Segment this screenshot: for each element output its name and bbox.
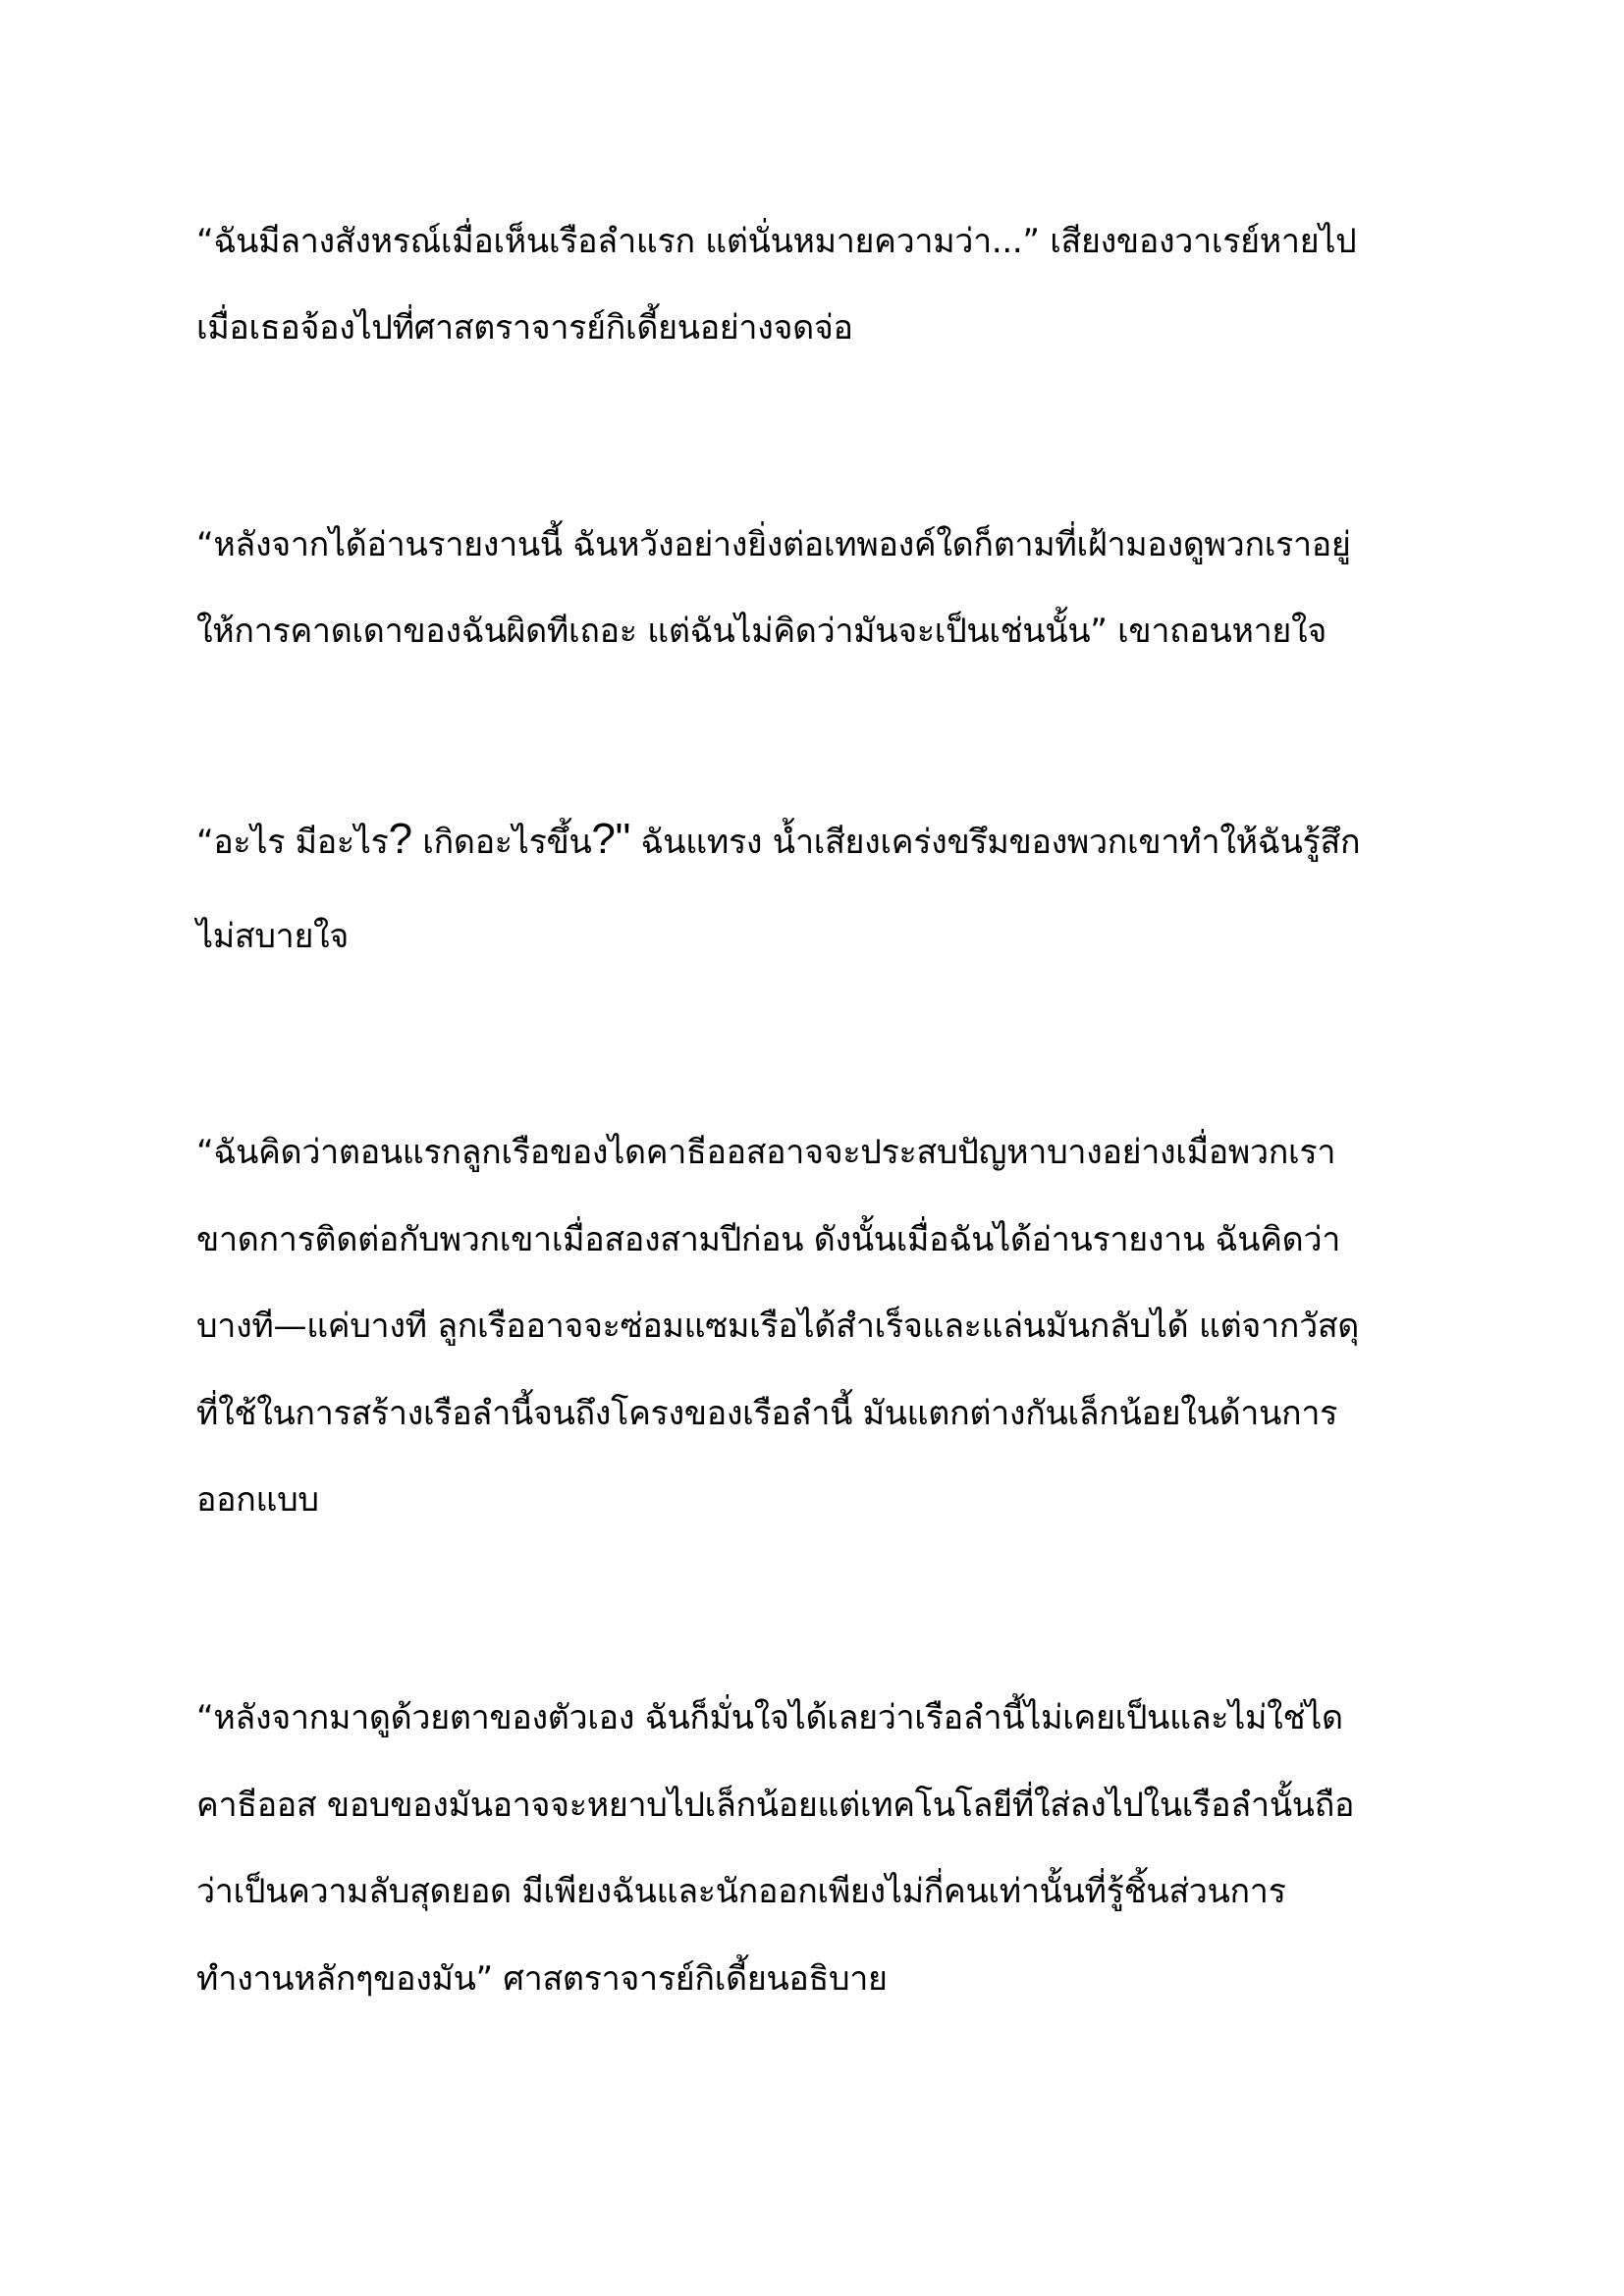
paragraph-3-question-mark-2: ?"	[591, 815, 630, 863]
paragraph-3-question-mark-1: ?	[388, 815, 412, 863]
paragraph-3-line-2: ไม่สบายใจ	[196, 917, 349, 956]
paragraph-3-segment-3: ฉันแทรง น้ำเสียงเคร่งขรึมของพวกเขาทำให้ฉันรู้สึก	[629, 823, 1361, 862]
paragraph-2-line-1: “หลังจากได้อ่านรายงานนี้ ฉันหวังอย่างยิ่งต่อเทพองค์ใดก็ตามที่เฝ้ามองดูพวกเราอยู่	[196, 525, 1351, 564]
paragraph-4-line-2: ขาดการติดต่อกับพวกเขาเมื่อสองสามปีก่อน ดังนั้นเมื่อฉันได้อ่านรายงาน ฉันคิดว่า	[196, 1220, 1341, 1259]
paragraph-5-line-2: คาธีออส ขอบของมันอาจจะหยาบไปเล็กน้อยแต่เทคโนโลยีที่ใส่ลงไปในเรือลำนั้นถือ	[196, 1786, 1355, 1825]
paragraph-3-segment-1: “อะไร มีอะไร	[196, 823, 389, 862]
paragraph-3-segment-2: เกิดอะไรขึ้น	[411, 823, 592, 862]
paragraph-5-line-1: “หลังจากมาดูด้วยตาของตัวเอง ฉันก็มั่นใจได้เลยว่าเรือลำนี้ไม่เคยเป็นและไม่ใช่ได	[196, 1698, 1343, 1737]
paragraph-4-line-4: ที่ใช้ในการสร้างเรือลำนี้จนถึงโครงของเรือลำนี้ มันแตกต่างกันเล็กน้อยในด้านการ	[196, 1394, 1338, 1433]
paragraph-2-line-2: ให้การคาดเดาของฉันผิดทีเถอะ แต่ฉันไม่คิดว่ามันจะเป็นเช่นนั้น” เขาถอนหายใจ	[196, 612, 1326, 651]
paragraph-4-line-5: ออกแบบ	[196, 1480, 319, 1520]
paragraph-4-line-1: “ฉันคิดว่าตอนแรกลูกเรือของไดคาธีออสอาจจะประสบปัญหาบางอย่างเมื่อพวกเรา	[196, 1133, 1336, 1172]
paragraph-5-line-4: ทำงานหลักๆของมัน” ศาสตราจารย์กิเดี้ยนอธิบาย	[196, 1959, 888, 1999]
paragraph-3-line-1	[196, 815, 1473, 868]
paragraph-5-line-3: ว่าเป็นความลับสุดยอด มีเพียงฉันและนักออกเพียงไม่กี่คนเท่านั้นที่รู้ชิ้นส่วนการ	[196, 1872, 1286, 1911]
paragraph-4-line-3: บางที—แค่บางที ลูกเรืออาจจะซ่อมแซมเรือได้สำเร็จและแล่นมันกลับได้ แต่จากวัสดุ	[196, 1307, 1360, 1346]
paragraph-1-line-2: เมื่อเธอจ้องไปที่ศาสตราจารย์กิเดี้ยนอย่างจดจ่อ	[196, 308, 853, 347]
paragraph-1-line-1: “ฉันมีลางสังหรณ์เมื่อเห็นเรือลำแรก แต่นั่นหมายความว่า...” เสียงของวาเรย์หายไป	[196, 222, 1357, 261]
